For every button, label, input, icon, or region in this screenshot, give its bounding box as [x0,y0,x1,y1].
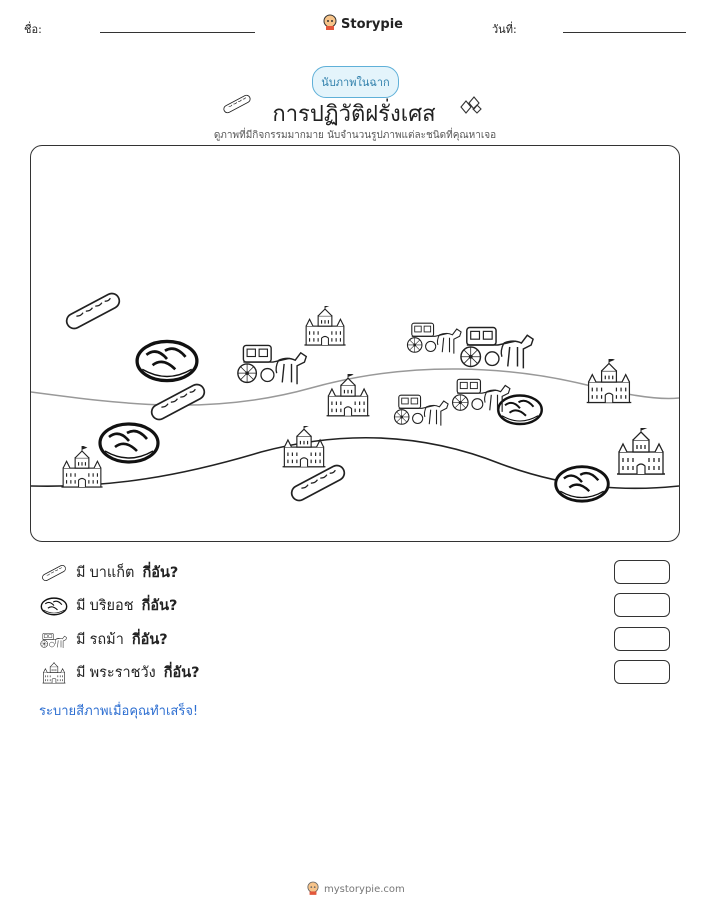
carriage-item [238,345,306,384]
palace-item [61,446,102,487]
answer-box-brioche[interactable] [614,593,670,617]
colour-note: ระบายสีภาพเมื่อคุณทำเสร็จ! [39,704,199,719]
question-suffix: กี่อัน? [141,598,178,614]
carriage-item [407,323,461,353]
question-item: รถม้า [89,632,124,648]
question-baguette [40,561,178,584]
palace-item [283,424,326,467]
brioche-item [137,341,197,380]
gems-icon [457,95,485,115]
palace-item [327,373,370,416]
question-prefix: มี [76,665,86,681]
question-item: บาแก็ต [89,565,135,581]
brioche-item [498,396,542,425]
storypie-mascot-icon [307,881,319,898]
question-suffix: กี่อัน? [131,632,168,648]
palace-item [617,426,665,474]
scene-frame [30,145,680,542]
date-label: วันที่: [492,23,517,36]
palace-item [587,358,632,403]
brioche-icon [40,595,68,617]
page-title: การปฏิวัติฝรั่งเศส [272,102,436,127]
baguette-item [289,463,347,503]
answer-box-palace[interactable] [614,660,670,684]
date-line[interactable] [563,32,686,33]
question-item: บริยอช [89,598,134,614]
question-item: พระราชวัง [89,665,156,681]
palace-item [304,304,345,345]
instructions: ดูภาพที่มีกิจกรรมมากมาย นับจำนวนรูปภาพแต่ละชนิดที่คุณหาเจอ [213,130,497,141]
baguette-icon [40,562,68,584]
baguette-item [149,382,207,422]
question-prefix: มี [76,632,86,648]
answer-box-carriage[interactable] [614,627,670,651]
storypie-mascot-icon [323,14,337,34]
question-palace [40,661,200,684]
brioche-item [556,467,609,501]
carriage-item [394,395,448,425]
activity-badge: นับภาพในฉาก [312,66,399,98]
question-brioche [40,594,177,617]
brand-logo [323,14,403,34]
question-prefix: มี [76,598,86,614]
question-prefix: มี [76,565,86,581]
carriage-icon [40,629,68,651]
name-label: ชื่อ: [24,23,42,36]
name-line[interactable] [100,32,255,33]
baguette-icon [221,93,253,115]
question-suffix: กี่อัน? [142,565,179,581]
answer-box-baguette[interactable] [614,560,670,584]
footer [307,881,405,898]
question-suffix: กี่อัน? [163,665,200,681]
footer-url[interactable]: mystorypie.com [324,884,405,895]
baguette-item [64,291,122,331]
question-carriage [40,628,168,651]
brioche-item [100,424,158,462]
palace-icon [40,662,68,684]
carriage-item [461,327,533,368]
brand-name: Storypie [341,16,403,32]
scene-illustration [31,146,679,541]
